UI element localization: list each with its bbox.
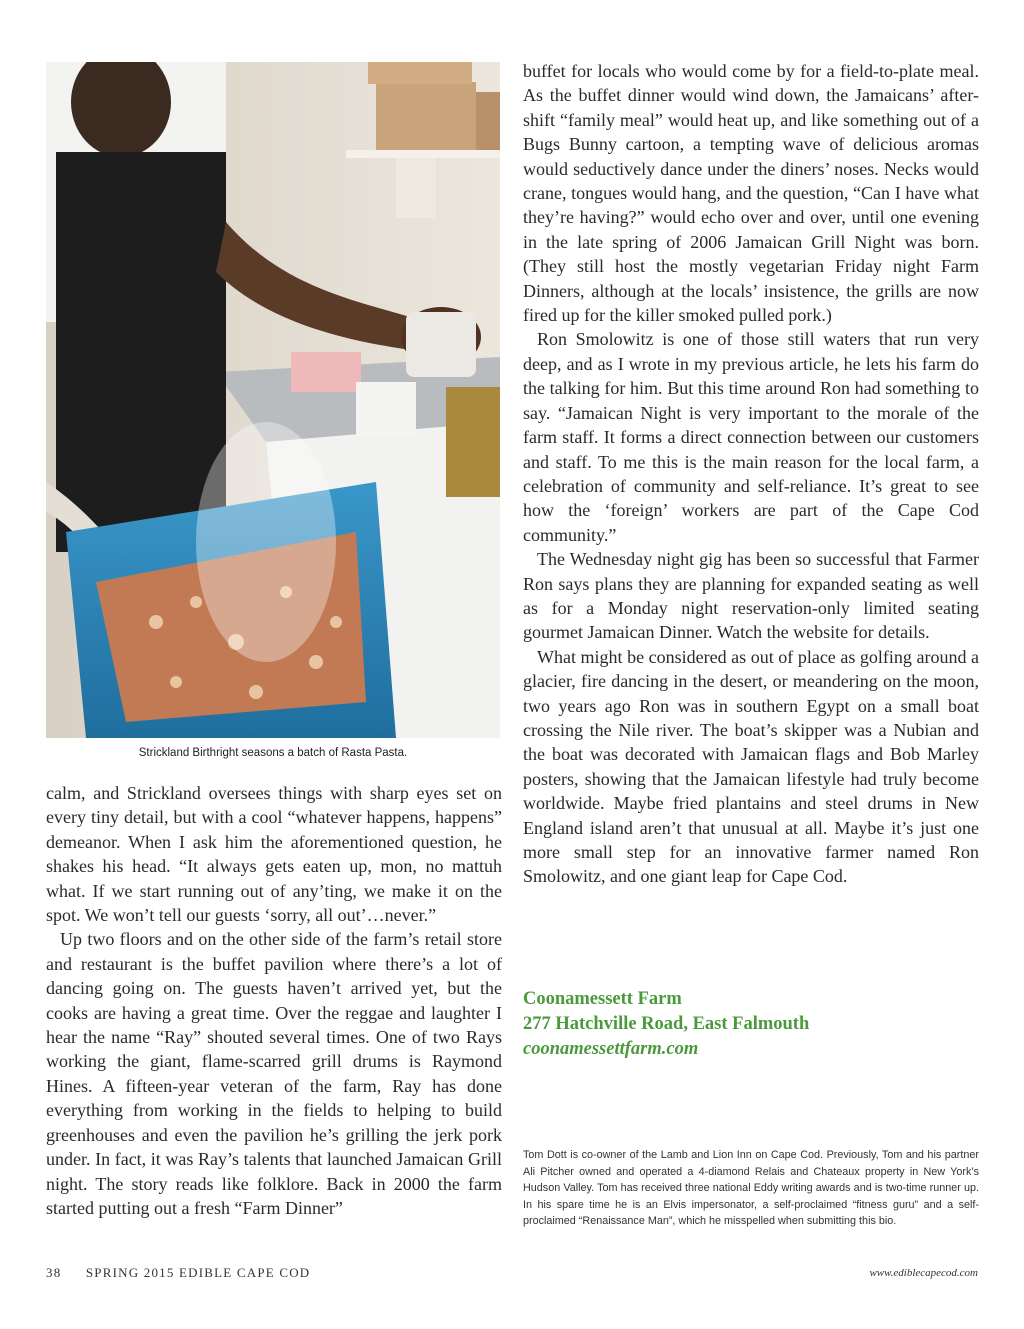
footer-website[interactable]: www.ediblecapecod.com xyxy=(869,1267,978,1279)
photo-caption: Strickland Birthright seasons a batch of Rasta Pasta. xyxy=(138,747,408,759)
publication-name: EDIBLE CAPE COD xyxy=(179,1265,311,1280)
body-paragraph: calm, and Strickland oversees things with sharp eyes set on every tiny detail, but with a cool “whatever happens, happens” demeanor. When I ask him the aforementioned question, he shakes his head. “It always gets eaten up, mon, no mattuh what. If we start running out of any’ting, we make it on the spot. We won’t tell our guests ‘sorry, all out’…never.” xyxy=(46,783,502,926)
right-column xyxy=(523,59,979,889)
farm-name: Coonamessett Farm xyxy=(523,989,682,1009)
body-paragraph: The Wednesday night gig has been so successful that Farmer Ron says plans they are planning for expanded seating as well as for a Monday night reservation-only limited seating gourmet Jamaican Dinner. Watch the website for details. xyxy=(523,549,979,643)
farm-info xyxy=(523,987,979,1062)
body-paragraph: What might be considered as out of place as golfing around a glacier, fire dancing in the desert, or meandering on the moon, two years ago Ron was in southern Egypt on a small boat crossing the Nile river. The boat’s skipper was a Nubian and the boat was decorated with Jamaican flags and Bob Marley posters, showing that the Jamaican lifestyle had truly become worldwide. Maybe fried plantains and steel drums in New England island aren’t that unusual at all. Maybe it’s just one more small step for an innovative farmer named Ron Smolowitz, and one giant leap for Cape Cod. xyxy=(523,646,979,887)
body-paragraph: Up two floors and on the other side of the farm’s retail store and restaurant is the buffet pavilion where there’s a lot of dancing going on. The guests haven’t arrived yet, but the cooks are having a great time. Over the reggae and laughter I hear the name “Ray” shouted several times. One of two Rays working the giant, flame-scarred grill drums is Raymond Hines. A fifteen-year veteran of the farm, Ray has done everything from working in the fields to helping to build greenhouses and even the pavilion he’s grilling the jerk pork under. In fact, it was Ray’s talents that launched Jamaican Grill night. The story reads like folklore. Back in 2000 the farm started putting out a fresh “Farm Dinner” xyxy=(46,929,502,1218)
photo-illustration xyxy=(46,62,500,738)
footer-left xyxy=(46,1265,310,1281)
farm-address: 277 Hatchville Road, East Falmouth xyxy=(523,1014,810,1034)
issue-label: SPRING 2015 xyxy=(85,1265,175,1280)
page-number: 38 xyxy=(46,1265,62,1280)
article-photo xyxy=(46,62,500,738)
farm-website-link[interactable]: coonamessettfarm.com xyxy=(523,1039,699,1059)
author-bio: Tom Dott is co-owner of the Lamb and Lion Inn on Cape Cod. Previously, Tom and his partner Ali Pitcher owned and operated a 4-diamond Relais and Chateaux property in New York’s Hudson Valley. Tom has received three national Eddy writing awards and is two-time runner up. In his spare time he is an Elvis impersonator, a self-proclaimed “fitness guru” and a self-proclaimed “Renaissance Man”, which he misspelled when submitting this bio. xyxy=(523,1149,979,1227)
body-paragraph: buffet for locals who would come by for a field-to-plate meal. As the buffet dinner would wind down, the Jamaicans’ after-shift “family meal” would heat up, and like something out of a Bugs Bunny cartoon, a tempting wave of delicious aromas would seductively dance under the diners’ noses. Necks would crane, tongues would hang, and the question, “Can I have what they’re having?” would echo over and over, until one evening in the late spring of 2006 Jamaican Grill Night was born. (They still host the mostly vegetarian Friday night Farm Dinners, although at the locals’ insistence, the grills are now fired up for the killer smoked pulled pork.) xyxy=(523,61,979,326)
left-column xyxy=(46,781,502,1220)
body-paragraph: Ron Smolowitz is one of those still waters that run very deep, and as I wrote in my previous article, he lets his farm do the talking for him. But this time around Ron had something to say. “Jamaican Night is very important to the morale of the farm staff. It forms a direct connection between our customers and staff. To me this is the main reason for the local farm, a celebration of community and self-reliance. It’s great to see how the ‘foreign’ workers are part of the Cape Cod community.” xyxy=(523,329,979,545)
